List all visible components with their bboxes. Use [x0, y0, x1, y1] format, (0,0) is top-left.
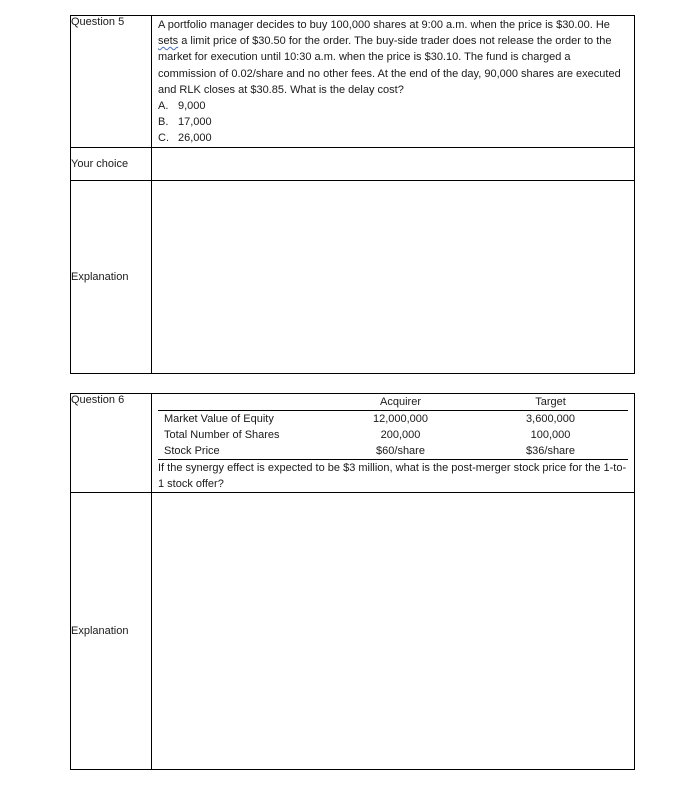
question-6-table: [70, 393, 635, 770]
table-row: [158, 411, 628, 428]
question-5-text-part1: A portfolio manager decides to buy 100,000 shares at 9:00 a.m. when the price is $30.00. He: [158, 19, 610, 31]
question-5-text-sets: sets: [158, 35, 179, 48]
option-c-letter: C.: [158, 132, 169, 145]
option-a-value: 9,000: [178, 100, 206, 113]
question-6-text: If the synergy effect is expected to be $3 million, what is the post-merger stock price for the 1-to-1 stock offer?: [158, 462, 627, 491]
option-b-value: 17,000: [178, 116, 212, 129]
row-label: Total Number of Shares: [164, 429, 280, 441]
your-choice-field[interactable]: [152, 147, 635, 180]
option-a: [158, 98, 634, 114]
acquirer-value: 12,000,000: [372, 413, 429, 425]
option-b-letter: B.: [158, 116, 169, 129]
question-5-content: [152, 16, 635, 148]
header-blank: [158, 394, 328, 411]
question-6-explanation-label: Explanation: [71, 493, 152, 770]
table-row: [158, 443, 628, 460]
question-6-content: [152, 394, 635, 493]
acquirer-value: 200,000: [380, 429, 421, 441]
your-choice-label: Your choice: [71, 147, 152, 180]
row-label: Market Value of Equity: [164, 413, 274, 425]
question-5-explanation-field[interactable]: [152, 180, 635, 373]
header-acquirer: Acquirer: [328, 394, 473, 411]
option-c-value: 26,000: [178, 132, 212, 145]
option-a-letter: A.: [158, 100, 169, 113]
target-value: 3,600,000: [526, 413, 575, 425]
question-5-text: [152, 16, 634, 98]
option-c: [158, 130, 634, 146]
acquirer-value: $60/share: [328, 443, 473, 460]
financial-table-header: [158, 394, 628, 411]
table-row: [158, 427, 628, 443]
question-6-explanation-field[interactable]: [152, 493, 635, 770]
option-b: [158, 114, 634, 130]
target-value: 100,000: [530, 429, 571, 441]
question-5-text-part2: a limit price of $30.50 for the order. The buy-side trader does not release the order to the market for execution until 10:30 a.m. when the price is $30.10. The fund is charged a commission of 0.02/share and no other fees. At the end of the day, 90,000 shares are executed and RLK closes at $30.85. What is the delay cost?: [158, 35, 621, 96]
question-6-label: Question 6: [71, 394, 152, 493]
question-5-options: [152, 98, 634, 147]
question-5-label: Question 5: [71, 16, 152, 148]
question-5-explanation-label: Explanation: [71, 180, 152, 373]
target-value: $36/share: [473, 443, 628, 460]
row-label: Stock Price: [158, 443, 328, 460]
financial-table: [158, 394, 628, 460]
header-target: Target: [473, 394, 628, 411]
question-5-table: [70, 15, 635, 374]
